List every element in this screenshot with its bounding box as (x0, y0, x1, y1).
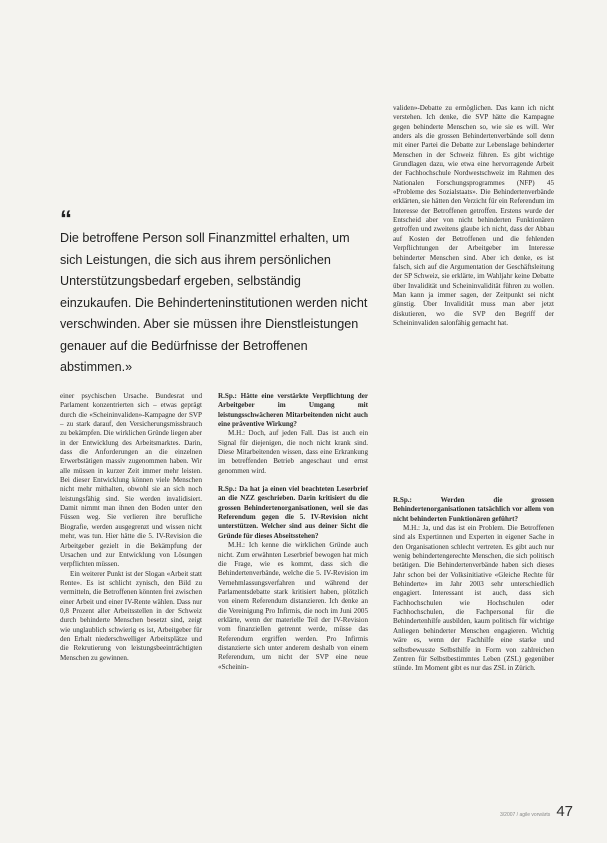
interview-answer: validen»-Debatte zu ermöglichen. Das kann ich nicht verstehen. Ich denke, die SVP hätte die Kampagne gegen behinderte Menschen so, wie sie es will. Wer anders als die grossen Behindertenverbände soll denn mit einer Partei die Debatte zur Lebenslage behinderter Menschen in der Schweiz führen. Es gibt wichtige Grundlagen dazu, wie etwa eine hervorragende Arbeit der Fachhochschule Nordwestschweiz im Rahmen des Nationalen Forschungsprogrammes (NFP) 45 «Probleme des Sozialstaats». Die Behindertenverbände erklärten, sie hätten den Verzicht für ein Referendum im Interesse der Betroffenen getroffen. Erstens wurde der Entscheid aber von nicht behinderten Funktionären getroffen und zweitens glaube ich nicht, dass der Abbau auf Kosten der Betroffenen und die fehlenden Verpflichtungen der Arbeitgeber im Interesse behinderter Menschen sind. Aber ich denke, es ist falsch, sich auf die Argumentation der Geschäftsleitung der SP Schweiz, sie erklärte, im Wahljahr keine Debatte über Invalidität und Scheininvalidität führen zu wollen. Man kann ja immer sagen, der Zeitpunkt sei nicht günstig. Über Invalidität muss man aber jetzt diskutieren, wo die SVP den Begriff der Scheininvaliden salonfähig gemacht hat. (393, 104, 554, 327)
page-number: 47 (556, 803, 573, 820)
interview-answer: M.H.: Doch, auf jeden Fall. Das ist auch ein Signal für diejenigen, die noch nicht krank sind. Diese Mitarbeitenden wissen, dass eine Erkrankung im betreffenden Betrieb angeschaut und ernst genommen wird. (218, 429, 368, 475)
column-middle (218, 392, 368, 672)
page-footer (500, 803, 573, 820)
column-right-top (393, 104, 554, 328)
interview-question: R.Sp.: Da hat ja einen viel beachteten Leserbrief an die NZZ geschrieben. Darin kritisiert du die grossen Behindertenorganisationen, weil sie das Referendum gegen die 5. IV-Revision nicht unterstützen. Welcher sind aus deiner Sicht die Gründe für dieses Abseitsstehen? (218, 485, 368, 540)
interview-question: R.Sp.: Hätte eine verstärkte Verpflichtung der Arbeitgeber im Umgang mit leistungsschwächeren Mitarbeitenden nicht auch eine präventive Wirkung? (218, 392, 368, 429)
magazine-name: 3/2007 / agile vorwärts (500, 812, 551, 818)
pull-quote (60, 206, 375, 379)
pull-quote-text: Die betroffene Person soll Finanzmittel erhalten, um sich Leistungen, die sich aus ihrem persönlichen Unterstützungsbedarf ergeben, selbständig einzukaufen. Die Behinderteninstitutionen werden nicht verschwinden. Aber sie müssen ihre Dienstleistungen genauer auf die Bedürfnisse der Betroffenen abstimmen.» (60, 231, 368, 374)
body-paragraph: einer psychischen Ursache. Bundesrat und Parlament konzentrierten sich – etwas geprägt durch die «Scheininvaliden»-Kampagne der SVP – zu stark darauf, den Versicherungsmissbrauch zu bekämpfen. Die wirklichen Gründe liegen aber in der Entwicklung des Arbeitsmarktes. Darin, dass die Anforderungen an die einzelnen Erwerbstätigen massiv zugenommen haben. Wir alle müssen in kurzer Zeit immer mehr leisten. Bei dieser Entwicklung können viele Menschen nicht mehr mithalten, obwohl sie an sich noch leistungsfähig sind. Sie werden invalidisiert. Damit nimmt man ihnen den Boden unter den Füssen weg. Sie verlieren ihre berufliche Biografie, werden ausgegrenzt und wissen nicht mehr, was tun. Hier hätte die 5. IV-Revision die Arbeitgeber gezielt in die Bekämpfung der Ursachen und zur Entwicklung von Lösungen verpflichten müssen. (60, 392, 203, 569)
interview-answer: M.H.: Ich kenne die wirklichen Gründe auch nicht. Zum erwähnten Leserbrief bewogen hat mich die Frage, wie es kommt, dass sich die Behindertenverbände, welche die 5. IV-Revision im Vernehmlassungsverfahren und während der Parlamentsdebatte stark kritisiert haben, plötzlich von einem Referendum distanzieren. Ich denke an die Vereinigung Pro Infirmis, die noch im Juni 2005 erklärte, wenn der materielle Teil der IV-Revision vom finanziellen getrennt werde, müsse das Referendum ergriffen werden. Pro Infirmis distanzierte sich unter anderem deshalb von einem Referendum, um nicht der SVP eine neue «Scheinin- (218, 541, 368, 671)
column-right-bottom (393, 496, 554, 674)
interview-answer: M.H.: Ja, und das ist ein Problem. Die Betroffenen sind als Expertinnen und Experten in eigener Sache in den Organisationen schlecht vertreten. Es gibt auch nur wenig behindertengerechte Menschen, die sich politisch betätigen. Die Behindertenverbände haben sich dieses Jahr schon bei der Volksinitiative «Gleiche Rechte für Behinderte» im Jahr 2003 sehr unterschiedlich engagiert. Interessant ist auch, dass sich Fachhochschulen wie Hochschulen oder Fachhochschulen, die Fachpersonal für die Behindertenhilfe ausbilden, kaum politisch für wichtige Anliegen behinderter Menschen engagieren. Wichtig wäre es, wenn der Fachhilfe eine starke und selbstbewusste Selbsthilfe in Form von zahlreichen Zentren für Selbstbestimmtes Leben (ZSL) gegenüber stünde. Im Moment gibt es nur das ZSL in Zürich. (393, 524, 554, 673)
quote-mark-icon: “ (60, 206, 72, 233)
interview-question: R.Sp.: Werden die grossen Behindertenorganisationen tatsächlich vor allem von nicht behinderten Funktionären geführt? (393, 496, 554, 523)
column-left (60, 392, 202, 663)
body-paragraph: Ein weiterer Punkt ist der Slogan «Arbeit statt Rente». Es ist schlicht zynisch, den Bild zu vermitteln, die Betroffenen könnten frei zwischen einer Arbeit und einer IV-Rente wählen. Dass nur 0,8 Prozent aller Arbeitsstellen in der Schweiz durch behinderte Menschen besetzt sind, zeigt wie unglaublich schwierig es ist, Arbeitgeber für den Erhalt niederschwelliger Arbeitsplätze und die Rekrutierung von leistungsbeeinträchtigten Menschen zu gewinnen. (60, 569, 202, 662)
